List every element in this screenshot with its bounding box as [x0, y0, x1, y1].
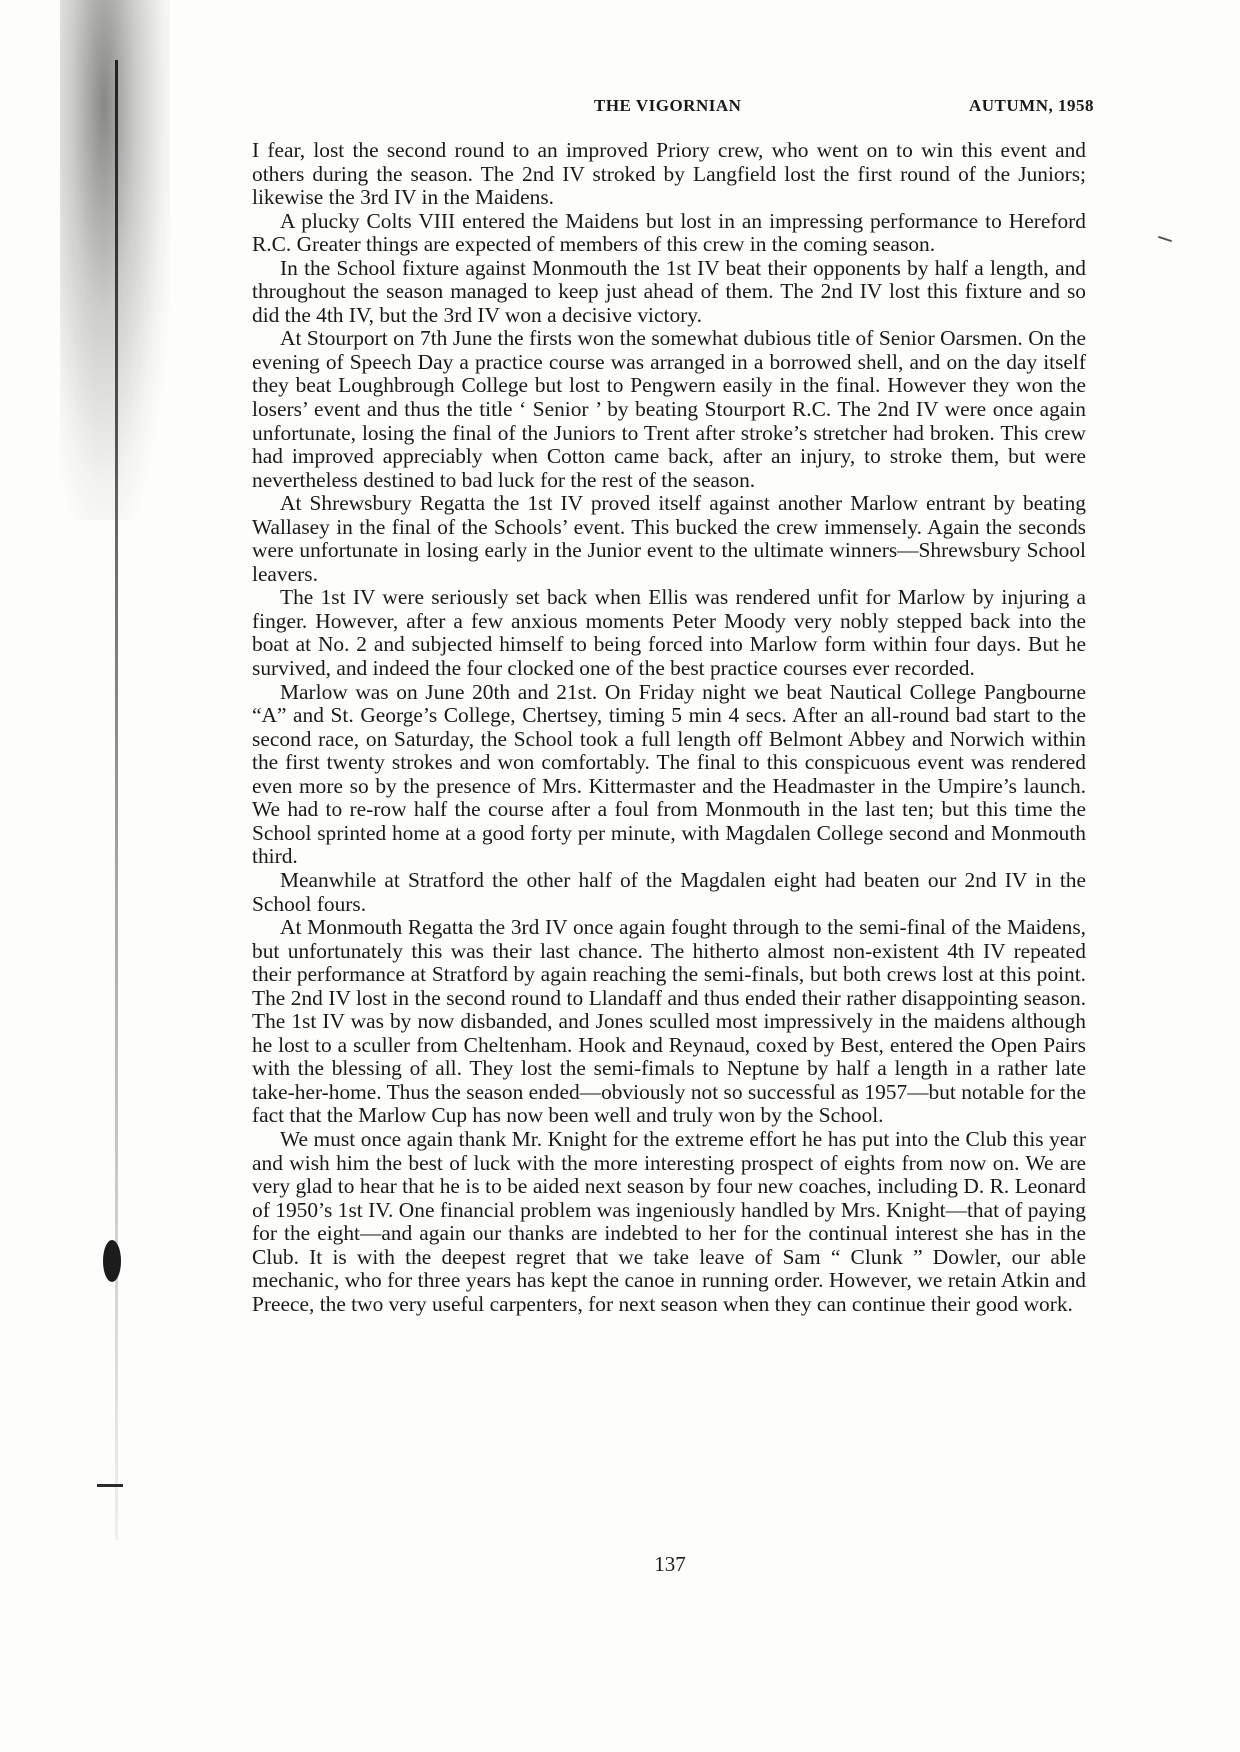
paragraph: At Stourport on 7th June the firsts won the somewhat dubious title of Senior Oarsmen. On the evening of Speech Day a practice course was arranged in a borrowed shell, and on the day itself they beat Loughbrough College but lost to Pengwern easily in the final. However they won the losers’ event and thus the title ‘ Senior ’ by beating Stourport R.C. The 2nd IV were once again unfortunate, losing the final of the Juniors to Trent after stroke’s stretcher had broken. This crew had improved appreciably when Cotton came back, after an injury, to stroke them, but were nevertheless destined to bad luck for the rest of the season. [252, 326, 1086, 492]
paragraph: I fear, lost the second round to an improved Priory crew, who went on to win this event and others during the season. The 2nd IV stroked by Langfield lost the first round of the Juniors; likewise the 3rd IV in the Maidens. [252, 138, 1086, 210]
paragraph: At Monmouth Regatta the 3rd IV once again fought through to the semi-final of the Maidens, but unfortunately this was their last chance. The hitherto almost non-existent 4th IV repeated their performance at Stratford by again reaching the semi-finals, but both crews lost at this point. The 2nd IV lost in the second round to Llandaff and thus ended their rather disappointing season. The 1st IV was by now disbanded, and Jones sculled most impressively in the maidens although he lost to a sculler from Cheltenham. Hook and Reynaud, coxed by Best, entered the Open Pairs with the blessing of all. They lost the semi-fimals to Neptune by half a length in a rather late take-her-home. Thus the season ended—obviously not so successful as 1957—but notable for the fact that the Marlow Cup has now been well and truly won by the School. [252, 915, 1086, 1128]
running-header [594, 96, 1094, 120]
paragraph: Marlow was on June 20th and 21st. On Friday night we beat Nautical College Pangbourne “A” and St. George’s College, Chertsey, timing 5 min 4 secs. After an all-round bad start to the second race, on Saturday, the School took a full length off Belmont Abbey and Norwich within the first twenty strokes and won comfortably. The final to this conspicuous event was rendered even more so by the presence of Mrs. Kittermaster and the Headmaster in the Umpire’s launch. We had to re-row half the course after a foul from Monmouth in the last ten; but this time the School sprinted home at a good forty per minute, with Magdalen College second and Monmouth third. [252, 679, 1086, 869]
page-number: 137 [654, 1552, 686, 1576]
ink-blot [103, 1240, 121, 1282]
issue-date: AUTUMN, 1958 [969, 96, 1094, 115]
binding-line [115, 60, 118, 1540]
paragraph: In the School fixture against Monmouth the 1st IV beat their opponents by half a length, and throughout the season managed to keep just ahead of them. The 2nd IV lost this fixture and so did the 4th IV, but the 3rd IV won a decisive victory. [252, 255, 1086, 327]
journal-title: THE VIGORNIAN [594, 96, 742, 115]
paragraph: At Shrewsbury Regatta the 1st IV proved itself against another Marlow entrant by beating Wallasey in the final of the Schools’ event. This bucked the crew immensely. Again the seconds were unfortunate in losing early in the Junior event to the ultimate winners—Shrewsbury School leavers. [252, 491, 1086, 586]
binding-mark [97, 1484, 123, 1487]
paragraph: A plucky Colts VIII entered the Maidens but lost in an impressing performance to Hereford R.C. Greater things are expected of members of this crew in the coming season. [252, 208, 1086, 257]
article-body [252, 139, 1086, 1316]
paragraph: Meanwhile at Stratford the other half of the Magdalen eight had beaten our 2nd IV in the School fours. [252, 867, 1086, 916]
margin-mark [1158, 236, 1172, 242]
paragraph: We must once again thank Mr. Knight for the extreme effort he has put into the Club this year and wish him the best of luck with the more interesting prospect of eights from now on. We are very glad to hear that he is to be aided next season by four new coaches, including D. R. Leonard of 1950’s 1st IV. One financial problem was ingeniously handled by Mrs. Knight—that of paying for the eight—and again our thanks are indebted to her for the continual interest she has in the Club. It is with the deepest regret that we take leave of Sam “ Clunk ” Dowler, our able mechanic, who for three years has kept the canoe in running order. However, we retain Atkin and Preece, the two very useful carpenters, for next season when they can continue their good work. [252, 1126, 1086, 1316]
paragraph: The 1st IV were seriously set back when Ellis was rendered unfit for Marlow by injuring a finger. However, after a few anxious moments Peter Moody very nobly stepped back into the boat at No. 2 and subjected himself to being forced into Marlow form within four days. But he survived, and indeed the four clocked one of the best practice courses ever recorded. [252, 585, 1086, 681]
